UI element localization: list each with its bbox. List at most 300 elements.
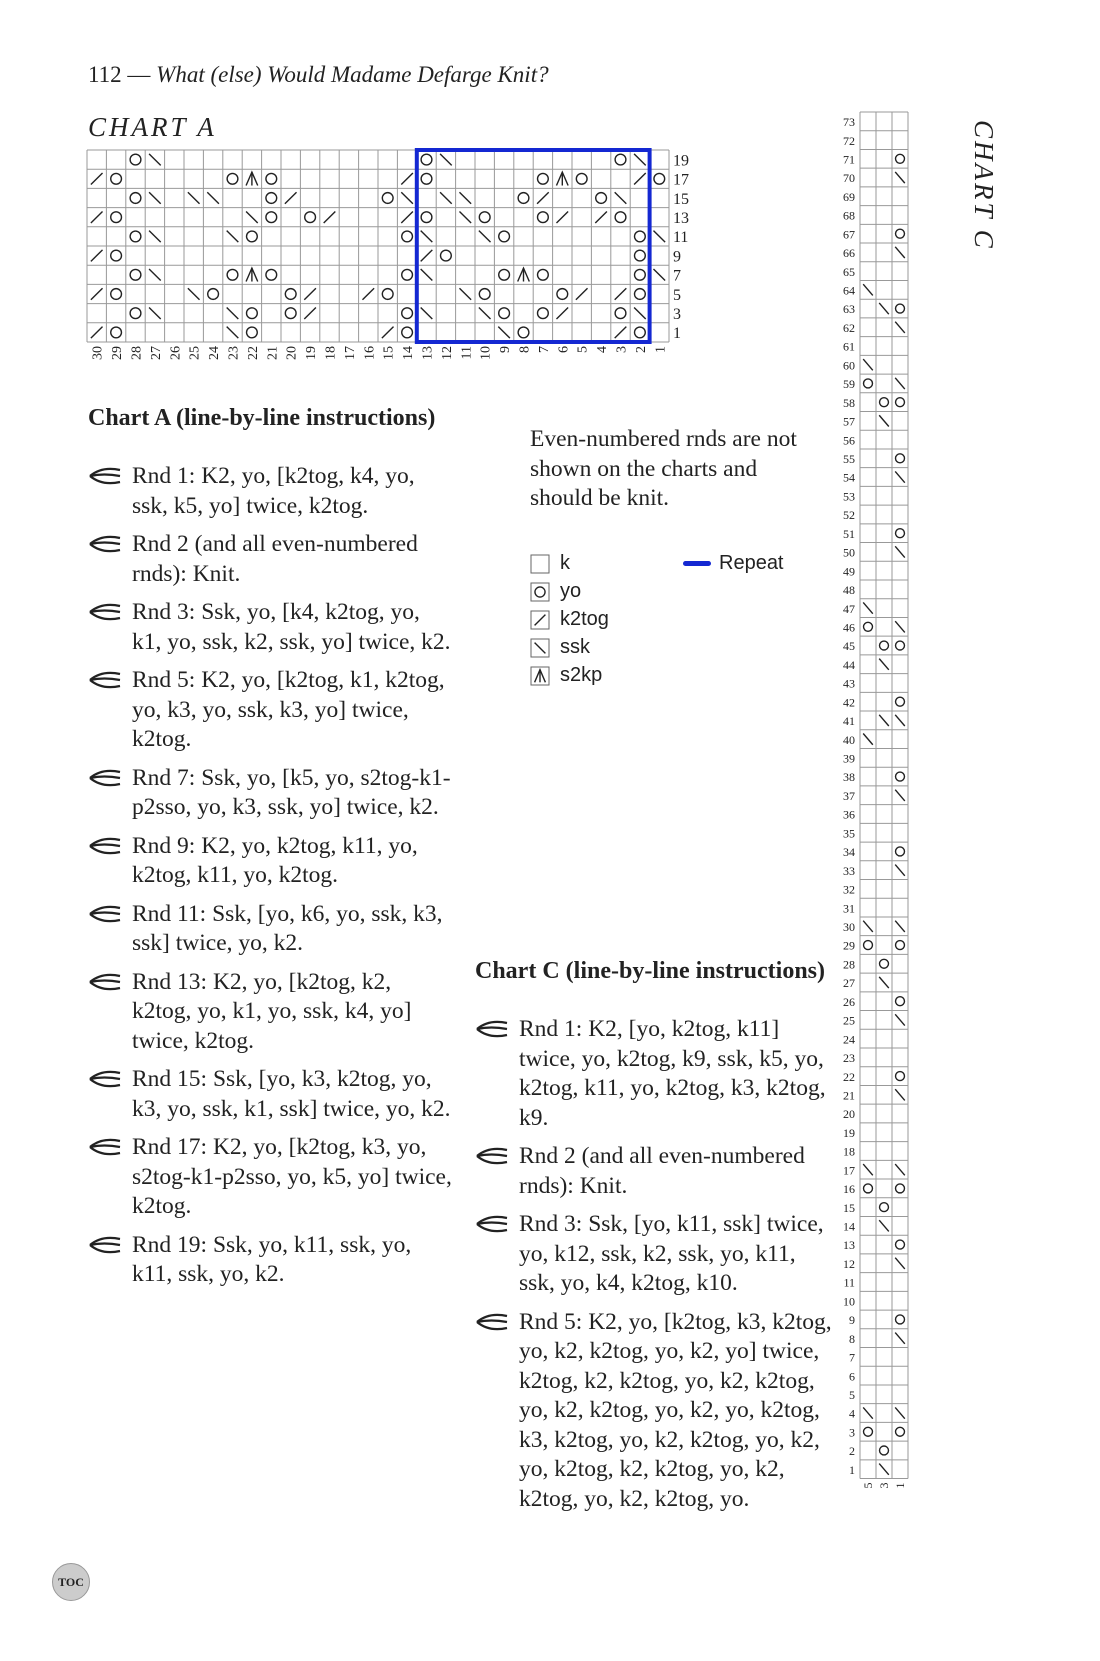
yo-symbol — [880, 1203, 889, 1212]
yo-symbol — [130, 308, 141, 319]
chart-a-column-label: 2 — [633, 346, 649, 353]
k2tog-symbol — [91, 173, 103, 185]
yo-symbol — [247, 231, 258, 242]
repeat-line-icon — [683, 561, 711, 566]
chart-c-row-label: 34 — [843, 845, 855, 860]
ssk-symbol — [498, 327, 510, 339]
yo-symbol — [402, 327, 413, 338]
yo-symbol — [518, 327, 529, 338]
yo-symbol — [382, 193, 393, 204]
chart-c-row-label: 30 — [843, 920, 855, 934]
legend-item-k — [530, 552, 570, 575]
ssk-symbol — [149, 154, 161, 166]
chart-a-column-label: 14 — [401, 346, 417, 360]
ssk-symbol — [895, 1258, 905, 1269]
bullet-icon — [475, 1214, 509, 1234]
legend-item-repeat — [683, 552, 784, 575]
ssk-symbol — [207, 192, 219, 204]
chart-c-row-label: 69 — [843, 189, 855, 204]
chart-c-row-label: 56 — [843, 433, 855, 448]
chart-c-row-label: 64 — [843, 283, 855, 298]
k2tog-symbol — [91, 288, 103, 300]
chart-a-grid — [87, 150, 669, 342]
chart-a-row-label: 15 — [673, 190, 689, 208]
yo-symbol — [266, 173, 277, 184]
ssk-symbol — [227, 307, 239, 319]
yo-symbol — [538, 212, 549, 223]
repeat-label: Repeat — [719, 552, 784, 574]
chart-c-row-label: 51 — [843, 526, 855, 541]
k2tog-symbol — [382, 327, 394, 339]
instruction-text: Rnd 3: Ssk, yo, [k4, k2tog, yo, k1, yo, ssk, k2, ssk, yo] twice, k2. — [132, 599, 451, 655]
instruction-item — [88, 666, 453, 755]
ssk-symbol — [895, 1014, 905, 1025]
yo-symbol — [896, 772, 905, 781]
k2tog-symbol — [91, 250, 103, 262]
yo-symbol — [266, 269, 277, 280]
bullet-icon — [475, 1019, 509, 1039]
k2tog-symbol — [634, 173, 646, 185]
chart-c-row-label: 35 — [843, 826, 855, 841]
chart-c-row-labels — [818, 110, 858, 1570]
chart-a-column-label: 18 — [323, 346, 339, 360]
bullet-icon — [88, 534, 122, 554]
ssk-symbol — [895, 1333, 905, 1344]
chart-a-instructions-list — [88, 462, 453, 1299]
instruction-text: Rnd 19: Ssk, yo, k11, ssk, yo, k11, ssk, yo, k2. — [132, 1231, 412, 1287]
chart-c-row-label: 57 — [843, 414, 855, 429]
chart-c-row-label: 67 — [843, 227, 855, 242]
ssk-symbol — [895, 378, 905, 389]
chart-a-column-label: 11 — [459, 346, 475, 360]
ssk-symbol — [227, 327, 239, 339]
chart-c-row-label: 70 — [843, 171, 855, 186]
ssk-symbol — [246, 211, 258, 223]
ssk-symbol — [440, 192, 452, 204]
chart-c-row-label: 21 — [843, 1088, 855, 1103]
chart-c-row-label: 47 — [843, 601, 855, 616]
instruction-item — [88, 598, 453, 657]
legend-label: k2tog — [560, 608, 609, 630]
instruction-item — [88, 1065, 453, 1124]
chart-c-row-label: 7 — [849, 1350, 855, 1365]
s2kp-symbol-icon — [530, 666, 550, 686]
yo-symbol — [421, 154, 432, 165]
instruction-item — [88, 764, 453, 823]
ssk-symbol — [879, 659, 889, 670]
yo-symbol — [285, 308, 296, 319]
instruction-item — [88, 530, 453, 589]
yo-symbol — [557, 289, 568, 300]
k2tog-symbol — [91, 211, 103, 223]
chart-a-row-label: 1 — [673, 325, 681, 343]
yo-symbol — [615, 154, 626, 165]
yo-symbol — [130, 193, 141, 204]
k2tog-symbol — [556, 211, 568, 223]
instruction-text: Rnd 1: K2, yo, [k2tog, k4, yo, ssk, k5, yo] twice, k2tog. — [132, 463, 415, 519]
yo-symbol — [880, 1446, 889, 1455]
chart-a-column-label: 12 — [439, 346, 455, 360]
ssk-symbol — [895, 865, 905, 876]
chart-c-row-label: 49 — [843, 564, 855, 579]
ssk-symbol — [863, 284, 873, 295]
chart-c-row-label: 18 — [843, 1144, 855, 1159]
chart-c-row-label: 63 — [843, 302, 855, 317]
chart-c-row-label: 73 — [843, 115, 855, 130]
yo-symbol — [896, 398, 905, 407]
bullet-icon — [475, 1312, 509, 1332]
bullet-icon — [88, 836, 122, 856]
yo-symbol — [896, 1184, 905, 1193]
ssk-symbol — [421, 269, 433, 281]
chart-c-row-label: 44 — [843, 657, 855, 672]
yo-symbol — [421, 173, 432, 184]
chart-c-row-label: 14 — [843, 1219, 855, 1234]
yo-symbol — [864, 941, 873, 950]
ssk-symbol — [479, 307, 491, 319]
yo-symbol — [896, 229, 905, 238]
yo-symbol — [896, 941, 905, 950]
ssk-symbol — [895, 546, 905, 557]
bullet-icon — [88, 1069, 122, 1089]
instruction-item — [88, 968, 453, 1057]
chart-a-column-label: 4 — [595, 346, 611, 353]
legend-item-yo — [530, 580, 581, 603]
yo-symbol — [896, 1427, 905, 1436]
ssk-symbol — [149, 307, 161, 319]
chart-c-row-label: 19 — [843, 1125, 855, 1140]
ssk-symbol — [879, 303, 889, 314]
ssk-symbol — [863, 602, 873, 613]
yo-symbol — [615, 308, 626, 319]
ssk-symbol — [535, 642, 546, 653]
chart-c-row-label: 52 — [843, 508, 855, 523]
ssk-symbol — [653, 231, 665, 243]
ssk-symbol — [653, 269, 665, 281]
yo-symbol — [402, 269, 413, 280]
chart-c-row-label: 28 — [843, 957, 855, 972]
k-symbol-icon — [530, 554, 550, 574]
yo-symbol — [111, 289, 122, 300]
chart-c-row-label: 3 — [849, 1425, 855, 1440]
k2tog-symbol — [421, 250, 433, 262]
ssk-symbol — [895, 471, 905, 482]
ssk-symbol-icon — [530, 638, 550, 658]
k2tog-symbol — [91, 327, 103, 339]
yo-symbol — [305, 212, 316, 223]
k2tog-symbol — [304, 307, 316, 319]
yo-symbol — [227, 173, 238, 184]
instruction-text: Rnd 5: K2, yo, [k2tog, k1, k2tog, yo, k3, yo, ssk, k3, yo] twice, k2tog. — [132, 667, 445, 752]
chart-c-row-label: 23 — [843, 1051, 855, 1066]
chart-c-row-label: 53 — [843, 489, 855, 504]
ssk-symbol — [227, 231, 239, 243]
instruction-text: Rnd 7: Ssk, yo, [k5, yo, s2tog-k1-p2sso, yo, k3, ssk, yo] twice, k2. — [132, 764, 451, 820]
chart-c-row-label: 68 — [843, 208, 855, 223]
k2tog-symbol — [401, 211, 413, 223]
yo-symbol — [266, 212, 277, 223]
instruction-item — [88, 462, 453, 521]
yo-symbol — [896, 529, 905, 538]
chart-a-column-label: 8 — [517, 346, 533, 353]
ssk-symbol — [895, 1407, 905, 1418]
toc-button[interactable]: TOC — [52, 1563, 90, 1601]
instruction-item — [88, 832, 453, 891]
chart-a — [80, 145, 720, 385]
yo-symbol — [285, 289, 296, 300]
chart-c-row-label: 25 — [843, 1013, 855, 1028]
instruction-text: Rnd 11: Ssk, [yo, k6, yo, ssk, k3, ssk] twice, yo, k2. — [132, 900, 443, 956]
yo-symbol — [111, 212, 122, 223]
ssk-symbol — [879, 715, 889, 726]
legend-label: k — [560, 552, 570, 574]
yo-symbol — [635, 269, 646, 280]
chart-c-row-label: 6 — [849, 1369, 855, 1384]
chart-a-column-label: 1 — [653, 346, 669, 353]
ssk-symbol — [634, 307, 646, 319]
ssk-symbol — [895, 172, 905, 183]
legend-label: ssk — [560, 636, 590, 658]
ssk-symbol — [615, 192, 627, 204]
yo-symbol — [266, 193, 277, 204]
chart-a-title: CHART A — [88, 112, 217, 142]
ssk-symbol — [895, 715, 905, 726]
chart-c-row-label: 16 — [843, 1182, 855, 1197]
chart-c-row-label: 11 — [843, 1275, 855, 1290]
ssk-symbol — [863, 1164, 873, 1175]
chart-a-column-label: 23 — [226, 346, 242, 360]
chart-a-row-label: 19 — [673, 152, 689, 170]
chart-a-column-label: 10 — [478, 346, 494, 360]
k2tog-symbol — [576, 288, 588, 300]
yo-symbol — [479, 289, 490, 300]
yo-symbol — [111, 173, 122, 184]
chart-c-row-label: 13 — [843, 1238, 855, 1253]
yo-symbol — [111, 250, 122, 261]
instruction-item — [475, 1142, 835, 1201]
ssk-symbol — [895, 621, 905, 632]
chart-c-row-label: 50 — [843, 545, 855, 560]
bullet-icon — [88, 904, 122, 924]
legend-item-ssk — [530, 636, 590, 659]
ssk-symbol — [188, 192, 200, 204]
ssk-symbol — [149, 269, 161, 281]
chart-a-column-label: 30 — [90, 346, 106, 360]
yo-symbol — [635, 327, 646, 338]
chart-c-row-label: 15 — [843, 1200, 855, 1215]
chart-a-column-label: 29 — [110, 346, 126, 360]
chart-a-column-label: 25 — [187, 346, 203, 360]
k2tog-symbol — [324, 211, 336, 223]
yo-symbol — [896, 454, 905, 463]
chart-c-column-label: 3 — [877, 1482, 891, 1489]
yo-symbol — [247, 327, 258, 338]
chart-a-row-label: 17 — [673, 171, 689, 189]
chart-c-row-label: 61 — [843, 339, 855, 354]
chart-a-column-label: 22 — [245, 346, 261, 360]
yo-symbol — [130, 269, 141, 280]
instruction-text: Rnd 17: K2, yo, [k2tog, k3, yo, s2tog-k1-p2sso, yo, k5, yo] twice, k2tog. — [132, 1134, 452, 1219]
ssk-symbol — [479, 231, 491, 243]
chart-c-row-label: 37 — [843, 788, 855, 803]
ssk-symbol — [149, 231, 161, 243]
yo-symbol — [499, 308, 510, 319]
yo-symbol — [130, 231, 141, 242]
yo-symbol — [896, 641, 905, 650]
ssk-symbol — [895, 921, 905, 932]
chart-a-row-label: 11 — [673, 229, 689, 247]
ssk-symbol — [459, 192, 471, 204]
yo-symbol — [635, 231, 646, 242]
yo-symbol — [896, 154, 905, 163]
chart-a-column-label: 24 — [207, 346, 223, 360]
chart-c-row-label: 29 — [843, 938, 855, 953]
chart-c-row-label: 45 — [843, 639, 855, 654]
instruction-text: Rnd 1: K2, [yo, k2tog, k11] twice, yo, k2tog, k9, ssk, k5, yo, k2tog, k11, yo, k2tog, k3, k2tog, k9. — [519, 1016, 826, 1131]
chart-c-row-label: 60 — [843, 358, 855, 373]
yo-symbol — [499, 269, 510, 280]
yo-symbol — [880, 641, 889, 650]
legend-label: yo — [560, 580, 582, 602]
chart-a-column-label: 9 — [498, 346, 514, 353]
yo-symbol — [479, 212, 490, 223]
chart-a-column-label: 16 — [362, 346, 378, 360]
chart-c-row-label: 32 — [843, 882, 855, 897]
ssk-symbol — [863, 734, 873, 745]
chart-c-grid — [860, 112, 908, 1479]
chart-a-column-label: 7 — [536, 346, 552, 353]
yo-symbol — [864, 622, 873, 631]
bullet-icon — [88, 768, 122, 788]
chart-c-title: CHART C — [969, 120, 999, 251]
instruction-text: Rnd 15: Ssk, [yo, k3, k2tog, yo, k3, yo, ssk, k1, ssk] twice, yo, k2. — [132, 1066, 451, 1122]
yo-symbol — [111, 327, 122, 338]
yo-symbol — [635, 289, 646, 300]
chart-c-row-label: 58 — [843, 395, 855, 410]
chart-c-row-label: 62 — [843, 320, 855, 335]
chart-c-row-label: 48 — [843, 583, 855, 598]
instruction-text: Rnd 13: K2, yo, [k2tog, k2, k2tog, yo, k1, yo, ssk, k4, yo] twice, k2tog. — [132, 968, 412, 1054]
bullet-icon — [88, 602, 122, 622]
chart-c-row-label: 22 — [843, 1069, 855, 1084]
chart-c-row-label: 72 — [843, 133, 855, 148]
instruction-item — [88, 900, 453, 959]
yo-symbol — [441, 250, 452, 261]
chart-c-row-label: 59 — [843, 377, 855, 392]
chart-c-row-label: 26 — [843, 994, 855, 1009]
ssk-symbol — [895, 322, 905, 333]
ssk-symbol — [149, 192, 161, 204]
ssk-symbol — [188, 288, 200, 300]
yo-symbol — [499, 231, 510, 242]
chart-c-row-label: 27 — [843, 976, 855, 991]
bullet-icon — [88, 466, 122, 486]
legend-item-s2kp — [530, 664, 602, 687]
yo-symbol — [518, 193, 529, 204]
ssk-symbol — [895, 1164, 905, 1175]
yo-symbol — [402, 231, 413, 242]
ssk-symbol — [421, 231, 433, 243]
page-header — [88, 62, 549, 88]
page-number: 112 — [88, 62, 122, 87]
ssk-symbol — [895, 1089, 905, 1100]
instruction-item — [475, 1015, 835, 1133]
yo-symbol — [130, 154, 141, 165]
k2tog-symbol — [535, 614, 546, 625]
chart-a-column-label: 26 — [168, 346, 184, 360]
chart-a-row-label: 7 — [673, 267, 681, 285]
chart-c-row-label: 24 — [843, 1032, 855, 1047]
chart-a-column-label: 19 — [304, 346, 320, 360]
yo-symbol — [576, 173, 587, 184]
k2tog-symbol — [537, 192, 549, 204]
yo-symbol — [615, 212, 626, 223]
instruction-text: Rnd 5: K2, yo, [k2tog, k3, k2tog, yo, k2, k2tog, yo, k2, yo] twice, k2tog, k2, k2tog, yo, k2, k2tog, yo, k2, k2tog, yo, k2, yo, k2tog, k3, k2tog, yo, k2, k2tog, yo, k2, yo, k2tog, k2, k2tog, yo, k2, k2tog, yo, k2, k2tog, yo. — [519, 1308, 832, 1512]
chart-c-row-label: 17 — [843, 1163, 855, 1178]
yo-symbol-icon — [530, 582, 550, 602]
k2tog-symbol-icon — [530, 610, 550, 630]
chart-c-column-label: 1 — [893, 1482, 907, 1489]
k2tog-symbol — [401, 173, 413, 185]
ssk-symbol — [459, 211, 471, 223]
k2tog-symbol — [285, 192, 297, 204]
yo-symbol — [896, 1240, 905, 1249]
yo-symbol — [896, 1072, 905, 1081]
chart-c-row-label: 39 — [843, 751, 855, 766]
yo-symbol — [635, 250, 646, 261]
chart-a-column-label: 28 — [129, 346, 145, 360]
chart-a-column-label: 5 — [575, 346, 591, 353]
yo-symbol — [535, 586, 545, 596]
instruction-item — [88, 1133, 453, 1222]
yo-symbol — [596, 193, 607, 204]
yo-symbol — [421, 212, 432, 223]
yo-symbol — [896, 304, 905, 313]
chart-c-row-label: 54 — [843, 470, 855, 485]
bullet-icon — [475, 1146, 509, 1166]
chart-c-row-label: 41 — [843, 714, 855, 729]
chart-a-column-label: 3 — [614, 346, 630, 353]
chart-c-row-label: 36 — [843, 807, 855, 822]
yo-symbol — [402, 308, 413, 319]
chart-a-row-label: 13 — [673, 209, 689, 227]
chart-c-row-label: 42 — [843, 695, 855, 710]
ssk-symbol — [634, 154, 646, 166]
ssk-symbol — [421, 307, 433, 319]
chart-c-row-label: 31 — [843, 901, 855, 916]
chart-c-instructions-list — [475, 1015, 835, 1523]
chart-a-row-label: 9 — [673, 248, 681, 266]
chart-c-row-label: 40 — [843, 732, 855, 747]
instruction-item — [475, 1210, 835, 1299]
chart-c-row-label: 9 — [849, 1313, 855, 1328]
k2tog-symbol — [615, 327, 627, 339]
yo-symbol — [654, 173, 665, 184]
k2tog-symbol — [304, 288, 316, 300]
ssk-symbol — [879, 1464, 889, 1475]
bullet-icon — [88, 670, 122, 690]
chart-c-row-label: 1 — [849, 1462, 855, 1477]
chart-c-row-label: 55 — [843, 452, 855, 466]
ssk-symbol — [895, 790, 905, 801]
yo-symbol — [227, 269, 238, 280]
chart-c-column-label: 5 — [861, 1482, 875, 1489]
bullet-icon — [88, 1235, 122, 1255]
chart-a-column-label: 13 — [420, 346, 436, 360]
book-title: What (else) Would Madame Defarge Knit? — [156, 62, 549, 87]
chart-a-row-label: 5 — [673, 286, 681, 304]
chart-a-column-label: 20 — [284, 346, 300, 360]
